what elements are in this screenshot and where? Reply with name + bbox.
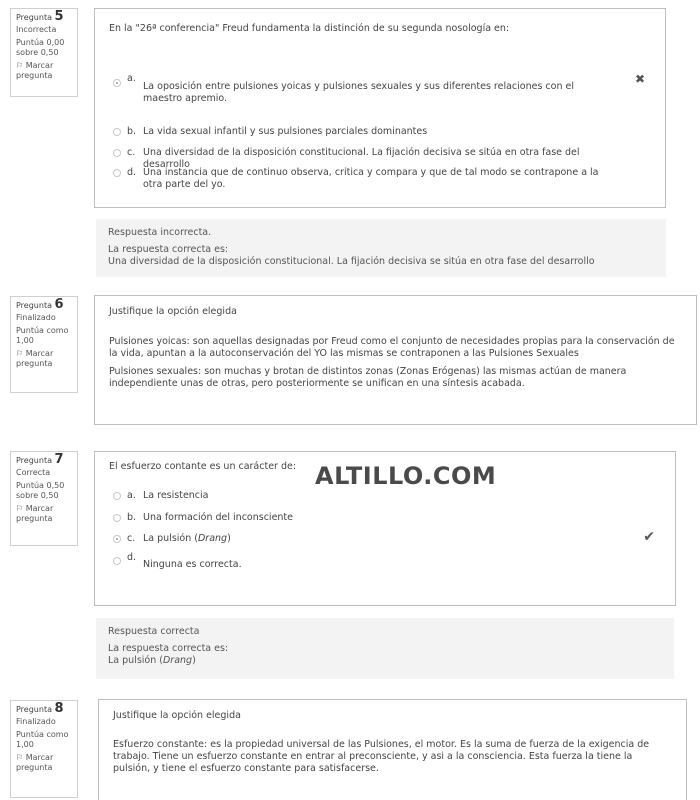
correct-answer-main: La pulsión	[108, 655, 157, 666]
flag-question-link[interactable]	[16, 753, 72, 773]
watermark: ALTILLO.COM	[315, 462, 497, 490]
question-state: Finalizado	[16, 717, 56, 726]
question-grade-line2: sobre 0,50	[16, 491, 59, 500]
option-a[interactable]	[113, 490, 625, 502]
option-d[interactable]	[113, 167, 615, 191]
question-state: Correcta	[16, 468, 51, 477]
essay-prompt: Justifique la opción elegida	[113, 710, 241, 721]
essay-paragraph: Pulsiones sexuales: son muchas y brotan de distintos zonas (Zonas Erógenas) las mismas actúan de manera independiente unas de otras, pero posteriormente se unifican en una síntesis acabada.	[109, 366, 627, 389]
flag-question-link[interactable]	[16, 61, 72, 81]
question-text: En la "26ª conferencia" Freud fundamenta la distinción de su segunda nosología en:	[109, 23, 510, 34]
option-text: La oposición entre pulsiones yoicas y pulsiones sexuales y sus diferentes relaciones con el maestro apremio.	[143, 81, 574, 104]
question-7-feedback	[96, 618, 674, 679]
option-text: La resistencia	[143, 490, 209, 501]
question-number: 5	[54, 9, 64, 24]
question-state: Incorrecta	[16, 25, 57, 34]
question-label: Pregunta	[16, 705, 52, 714]
radio-option-d[interactable]	[113, 169, 121, 177]
option-b[interactable]	[113, 126, 615, 138]
correct-answer-emphasis: Drang	[162, 655, 193, 666]
option-letter: d.	[127, 552, 137, 563]
radio-option-b[interactable]	[113, 514, 121, 522]
radio-option-a[interactable]	[113, 79, 121, 87]
option-text: Ninguna es correcta.	[143, 559, 242, 570]
flag-icon: ⚐	[16, 504, 24, 513]
question-state: Finalizado	[16, 313, 56, 322]
essay-prompt: Justifique la opción elegida	[109, 306, 237, 317]
question-8-info	[10, 700, 78, 798]
correct-answer-text: Una diversidad de la disposición constitucional. La fijación decisiva se sitúa en otra fase del desarrollo	[108, 256, 595, 267]
flag-question-link[interactable]	[16, 504, 72, 524]
option-letter: b.	[127, 512, 137, 523]
incorrect-cross-icon: ✖	[634, 72, 645, 86]
question-5-card	[94, 8, 666, 208]
option-text: La vida sexual infantil y sus pulsiones parciales dominantes	[143, 126, 428, 137]
question-grade-line2: 1,00	[16, 740, 34, 749]
option-letter: b.	[127, 126, 137, 137]
radio-option-d[interactable]	[113, 557, 121, 565]
question-grade-line2: 1,00	[16, 336, 34, 345]
option-b[interactable]	[113, 512, 625, 524]
option-d[interactable]	[113, 552, 625, 571]
radio-option-c[interactable]	[113, 149, 121, 157]
correct-answer-label: La respuesta correcta es:	[108, 643, 229, 654]
essay-paragraph: Esfuerzo constante: es la propiedad universal de las Pulsiones, el motor. Es la suma de fuerza de la exigencia de trabajo. Tiene un esfuerzo constante en entrar al preconsciente, y asi a la consciencia. Esta fuerza la tiene la pulsión, y tiene el esfuerzo constante para satisfacerse.	[113, 739, 650, 774]
question-grade-line1: Puntúa como	[16, 326, 69, 335]
radio-option-c[interactable]	[113, 535, 121, 543]
radio-option-a[interactable]	[113, 492, 121, 500]
flag-icon: ⚐	[16, 61, 24, 70]
option-text: Una instancia que de continuo observa, critica y compara y que de tal modo se contrapone a la otra parte del yo.	[143, 167, 599, 190]
flag-question-label: Marcar pregunta	[16, 349, 54, 368]
essay-answer	[109, 336, 676, 396]
question-8-card	[98, 699, 687, 800]
question-grade-line1: Puntúa como	[16, 730, 69, 739]
flag-icon: ⚐	[16, 349, 24, 358]
question-6-info	[10, 296, 78, 393]
option-text-emphasis: Drang	[197, 533, 228, 544]
essay-paragraph: Pulsiones yoicas: son aquellas designadas por Freud como el conjunto de necesidades propias para la conservación de la vida, apuntan a la autoconservación del YO las mismas se contraponen a las Pulsiones Sexuales	[109, 336, 675, 359]
question-grade-line1: Puntúa 0,00	[16, 38, 65, 47]
correct-answer-label: La respuesta correcta es:	[108, 244, 229, 255]
question-number: 7	[54, 452, 64, 467]
correct-check-icon: ✔	[643, 529, 655, 545]
question-grade-line2: sobre 0,50	[16, 48, 59, 57]
feedback-title: Respuesta correcta	[108, 626, 200, 637]
flag-question-label: Marcar pregunta	[16, 61, 54, 80]
question-grade-line1: Puntúa 0,50	[16, 481, 65, 490]
radio-option-b[interactable]	[113, 128, 121, 136]
option-c[interactable]	[113, 533, 625, 545]
question-7-info	[10, 451, 78, 546]
option-letter: c.	[127, 147, 136, 158]
question-label: Pregunta	[16, 456, 52, 465]
option-a[interactable]	[113, 73, 615, 105]
option-text: Una diversidad de la disposición constitucional. La fijación decisiva se sitúa en otra fase del desarrollo	[143, 147, 580, 170]
correct-answer-text: La pulsión (Drang)	[108, 655, 196, 666]
question-text: El esfuerzo contante es un carácter de:	[109, 461, 297, 472]
feedback-title: Respuesta incorrecta.	[108, 227, 212, 238]
question-number: 6	[54, 297, 64, 312]
question-label: Pregunta	[16, 301, 52, 310]
flag-question-link[interactable]	[16, 349, 72, 369]
question-label: Pregunta	[16, 13, 52, 22]
option-text: La pulsión (Drang)	[143, 533, 231, 544]
question-5-info	[10, 8, 78, 97]
option-text: Una formación del inconsciente	[143, 512, 294, 523]
question-5-feedback	[96, 219, 666, 277]
flag-question-label: Marcar pregunta	[16, 753, 54, 772]
flag-icon: ⚐	[16, 753, 24, 762]
option-letter: c.	[127, 533, 136, 544]
option-letter: d.	[127, 167, 137, 178]
flag-question-label: Marcar pregunta	[16, 504, 54, 523]
question-6-card	[94, 295, 697, 425]
option-text-main: La pulsión	[143, 533, 192, 544]
option-letter: a.	[127, 73, 136, 84]
essay-answer	[113, 739, 666, 781]
question-number: 8	[54, 701, 64, 716]
option-letter: a.	[127, 490, 136, 501]
